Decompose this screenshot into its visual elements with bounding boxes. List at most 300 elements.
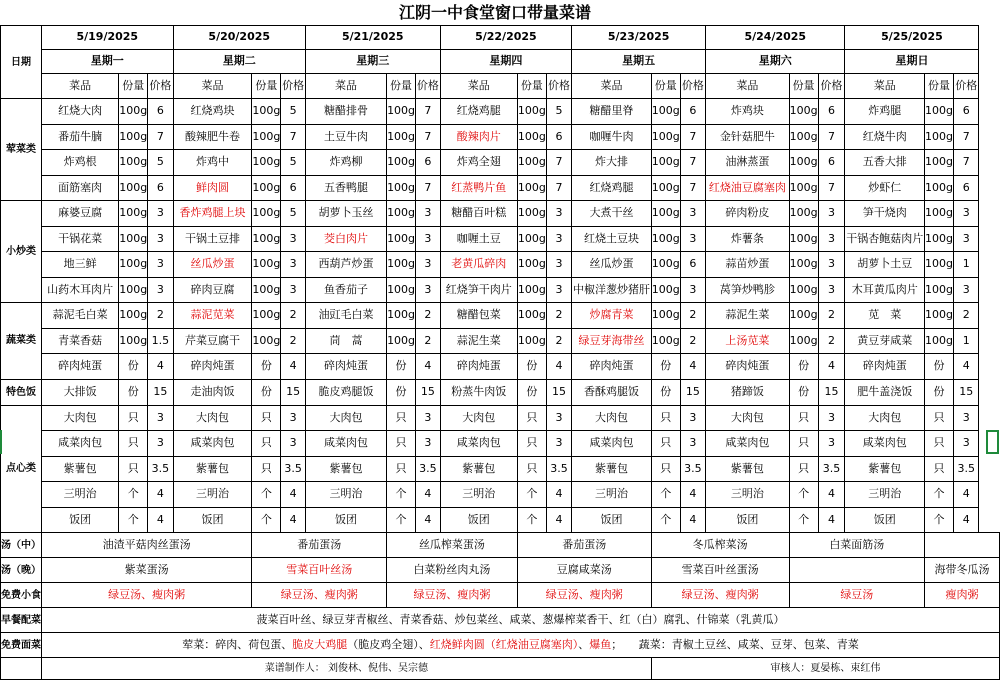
dish-cell[interactable]: 粉蒸牛肉饭 <box>440 379 517 405</box>
qty-cell[interactable]: 只 <box>119 456 148 482</box>
price-cell[interactable]: 3.5 <box>148 456 173 482</box>
price-cell[interactable]: 3 <box>281 252 306 278</box>
dish-cell[interactable]: 面筋塞肉 <box>42 175 119 201</box>
dish-cell[interactable]: 紫薯包 <box>845 456 925 482</box>
dish-cell[interactable]: 红烧鸡腿 <box>572 175 652 201</box>
price-cell[interactable]: 3 <box>954 405 979 431</box>
qty-cell[interactable]: 只 <box>789 456 818 482</box>
price-cell[interactable]: 3 <box>416 201 441 227</box>
dish-cell[interactable]: 青菜香菇 <box>42 328 119 354</box>
dish-cell[interactable]: 糖醋百叶糕 <box>440 201 517 227</box>
dish-cell[interactable]: 炸鸡全翅 <box>440 150 517 176</box>
dish-header[interactable]: 菜品 <box>305 74 386 99</box>
dish-cell[interactable]: 紫薯包 <box>305 456 386 482</box>
dish-cell[interactable]: 大肉包 <box>305 405 386 431</box>
price-cell[interactable]: 7 <box>680 175 705 201</box>
dish-cell[interactable]: 酸辣肉片 <box>440 124 517 150</box>
price-cell[interactable]: 3 <box>416 431 441 457</box>
qty-cell[interactable]: 100g <box>252 150 281 176</box>
category-special[interactable]: 特色饭 <box>1 379 42 405</box>
qty-cell[interactable]: 100g <box>252 277 281 303</box>
price-cell[interactable]: 3 <box>546 277 571 303</box>
dish-cell[interactable]: 干锅土豆排 <box>173 226 252 252</box>
dish-cell[interactable]: 紫薯包 <box>42 456 119 482</box>
dish-cell[interactable]: 香酥鸡腿饭 <box>572 379 652 405</box>
price-cell[interactable]: 6 <box>416 150 441 176</box>
qty-cell[interactable]: 份 <box>119 379 148 405</box>
qty-cell[interactable]: 只 <box>387 456 416 482</box>
dish-cell[interactable]: 大肉包 <box>706 405 790 431</box>
category-stirfry[interactable]: 小炒类 <box>1 201 42 303</box>
dish-cell[interactable]: 大肉包 <box>440 405 517 431</box>
qty-cell[interactable]: 100g <box>789 277 818 303</box>
dish-cell[interactable]: 五香大排 <box>845 150 925 176</box>
qty-cell[interactable]: 100g <box>387 175 416 201</box>
dish-cell[interactable]: 芹菜豆腐干 <box>173 328 252 354</box>
qty-cell[interactable]: 100g <box>517 124 546 150</box>
qty-cell[interactable]: 100g <box>651 328 680 354</box>
qty-cell[interactable]: 100g <box>925 328 954 354</box>
soup-eve-cell[interactable]: 雪菜百叶丝蛋汤 <box>651 558 789 583</box>
dish-cell[interactable]: 碎肉豆腐 <box>173 277 252 303</box>
price-cell[interactable]: 15 <box>546 379 571 405</box>
price-cell[interactable]: 15 <box>818 379 845 405</box>
dish-cell[interactable]: 咸菜肉包 <box>305 431 386 457</box>
price-cell[interactable]: 7 <box>546 150 571 176</box>
qty-cell[interactable]: 100g <box>119 124 148 150</box>
free-snack-cell[interactable]: 绿豆汤、瘦肉粥 <box>252 583 387 608</box>
qty-cell[interactable]: 只 <box>252 431 281 457</box>
soup-eve-cell[interactable]: 海带冬瓜汤 <box>925 558 1000 583</box>
price-cell[interactable]: 7 <box>148 124 173 150</box>
price-cell[interactable]: 4 <box>680 354 705 380</box>
price-cell[interactable]: 5 <box>546 99 571 125</box>
free-snack-cell[interactable]: 绿豆汤、瘦肉粥 <box>387 583 518 608</box>
qty-cell[interactable]: 个 <box>252 482 281 508</box>
price-cell[interactable]: 3 <box>281 405 306 431</box>
dish-cell[interactable]: 咖喱土豆 <box>440 226 517 252</box>
dish-cell[interactable]: 红烧鸡块 <box>173 99 252 125</box>
dish-cell[interactable]: 炒虾仁 <box>845 175 925 201</box>
qty-cell[interactable]: 100g <box>252 328 281 354</box>
price-cell[interactable]: 7 <box>416 175 441 201</box>
price-cell[interactable]: 15 <box>954 379 979 405</box>
qty-cell[interactable]: 份 <box>651 354 680 380</box>
category-free-noodle[interactable]: 免费面菜 <box>1 633 42 658</box>
qty-cell[interactable]: 个 <box>119 482 148 508</box>
date-cell[interactable]: 5/22/2025 <box>440 26 572 50</box>
dish-cell[interactable]: 丝瓜炒蛋 <box>173 252 252 278</box>
dish-cell[interactable]: 油淋蒸蛋 <box>706 150 790 176</box>
date-label[interactable]: 日期 <box>1 26 42 99</box>
price-cell[interactable]: 4 <box>416 482 441 508</box>
dish-cell[interactable]: 碎肉炖蛋 <box>173 354 252 380</box>
price-cell[interactable]: 7 <box>818 124 845 150</box>
qty-cell[interactable]: 100g <box>387 277 416 303</box>
qty-cell[interactable]: 只 <box>387 431 416 457</box>
qty-cell[interactable]: 100g <box>789 328 818 354</box>
dish-cell[interactable]: 大煮干丝 <box>572 201 652 227</box>
price-cell[interactable]: 3 <box>680 201 705 227</box>
qty-cell[interactable]: 100g <box>925 226 954 252</box>
soup-eve-cell[interactable]: 雪菜百叶丝汤 <box>252 558 387 583</box>
price-cell[interactable]: 3 <box>148 226 173 252</box>
dish-cell[interactable]: 三明治 <box>42 482 119 508</box>
dish-cell[interactable]: 紫薯包 <box>572 456 652 482</box>
dish-cell[interactable]: 中椒洋葱炒猪肝 <box>572 277 652 303</box>
qty-cell[interactable]: 100g <box>517 277 546 303</box>
qty-cell[interactable]: 份 <box>119 354 148 380</box>
qty-cell[interactable]: 个 <box>252 507 281 533</box>
dish-cell[interactable]: 老黄瓜碎肉 <box>440 252 517 278</box>
qty-cell[interactable]: 100g <box>925 150 954 176</box>
free-snack-cell[interactable]: 绿豆汤、瘦肉粥 <box>517 583 651 608</box>
price-cell[interactable]: 4 <box>954 507 979 533</box>
dish-cell[interactable]: 紫薯包 <box>706 456 790 482</box>
dish-cell[interactable]: 饭团 <box>305 507 386 533</box>
qty-cell[interactable]: 100g <box>651 226 680 252</box>
dish-cell[interactable]: 炸大排 <box>572 150 652 176</box>
price-cell[interactable]: 3 <box>416 405 441 431</box>
qty-cell[interactable]: 只 <box>925 431 954 457</box>
price-cell[interactable]: 6 <box>680 252 705 278</box>
price-cell[interactable]: 3.5 <box>546 456 571 482</box>
qty-cell[interactable]: 个 <box>387 482 416 508</box>
price-cell[interactable]: 3 <box>954 226 979 252</box>
dish-cell[interactable]: 饭团 <box>173 507 252 533</box>
price-cell[interactable]: 3 <box>416 226 441 252</box>
qty-cell[interactable]: 100g <box>517 150 546 176</box>
qty-cell[interactable]: 100g <box>925 124 954 150</box>
qty-cell[interactable]: 100g <box>387 201 416 227</box>
qty-cell[interactable]: 个 <box>789 507 818 533</box>
qty-header[interactable]: 份量 <box>387 74 416 99</box>
dish-cell[interactable]: 胡萝卜土豆 <box>845 252 925 278</box>
category-breakfast[interactable]: 早餐配菜 <box>1 608 42 633</box>
qty-cell[interactable]: 个 <box>651 507 680 533</box>
dish-cell[interactable]: 咸菜肉包 <box>42 431 119 457</box>
price-cell[interactable]: 3 <box>818 226 845 252</box>
dish-cell[interactable]: 碎肉炖蛋 <box>572 354 652 380</box>
price-cell[interactable]: 4 <box>680 507 705 533</box>
dish-cell[interactable]: 大肉包 <box>845 405 925 431</box>
price-cell[interactable]: 1 <box>954 328 979 354</box>
qty-cell[interactable]: 100g <box>925 277 954 303</box>
price-cell[interactable]: 5 <box>281 201 306 227</box>
price-cell[interactable]: 4 <box>281 354 306 380</box>
qty-cell[interactable]: 100g <box>651 99 680 125</box>
price-cell[interactable]: 3 <box>680 405 705 431</box>
price-cell[interactable]: 2 <box>546 328 571 354</box>
qty-cell[interactable]: 100g <box>789 303 818 329</box>
qty-cell[interactable]: 100g <box>387 303 416 329</box>
qty-cell[interactable]: 100g <box>387 150 416 176</box>
dish-cell[interactable]: 炸鸡块 <box>706 99 790 125</box>
qty-cell[interactable]: 100g <box>925 99 954 125</box>
price-cell[interactable]: 3 <box>954 201 979 227</box>
price-cell[interactable]: 7 <box>680 124 705 150</box>
dish-header[interactable]: 菜品 <box>173 74 252 99</box>
price-cell[interactable]: 3 <box>546 201 571 227</box>
qty-cell[interactable]: 100g <box>387 99 416 125</box>
date-cell[interactable]: 5/20/2025 <box>173 26 305 50</box>
qty-header[interactable]: 份量 <box>925 74 954 99</box>
qty-cell[interactable]: 只 <box>517 431 546 457</box>
dish-cell[interactable]: 丝瓜炒蛋 <box>572 252 652 278</box>
qty-header[interactable]: 份量 <box>119 74 148 99</box>
dish-cell[interactable]: 三明治 <box>173 482 252 508</box>
dish-cell[interactable]: 上汤苋菜 <box>706 328 790 354</box>
qty-cell[interactable]: 100g <box>119 226 148 252</box>
dish-cell[interactable]: 炒腐青菜 <box>572 303 652 329</box>
qty-cell[interactable]: 100g <box>252 99 281 125</box>
qty-cell[interactable]: 100g <box>925 252 954 278</box>
qty-cell[interactable]: 100g <box>252 201 281 227</box>
dish-cell[interactable]: 红烧牛肉 <box>845 124 925 150</box>
price-cell[interactable]: 3 <box>680 226 705 252</box>
price-cell[interactable]: 6 <box>281 175 306 201</box>
qty-cell[interactable]: 个 <box>789 482 818 508</box>
category-snack[interactable]: 点心类 <box>1 405 42 533</box>
dish-cell[interactable]: 红烧笋干肉片 <box>440 277 517 303</box>
date-cell[interactable]: 5/23/2025 <box>572 26 706 50</box>
qty-cell[interactable]: 100g <box>651 150 680 176</box>
dish-cell[interactable]: 饭团 <box>706 507 790 533</box>
dish-cell[interactable]: 酸辣肥牛卷 <box>173 124 252 150</box>
qty-cell[interactable]: 100g <box>789 124 818 150</box>
weekday-cell[interactable]: 星期二 <box>173 50 305 74</box>
category-meat[interactable]: 荤菜类 <box>1 99 42 201</box>
qty-cell[interactable]: 个 <box>925 507 954 533</box>
dish-cell[interactable]: 碎肉炖蛋 <box>706 354 790 380</box>
price-cell[interactable]: 5 <box>281 150 306 176</box>
price-cell[interactable]: 3.5 <box>818 456 845 482</box>
date-cell[interactable]: 5/19/2025 <box>42 26 174 50</box>
footer-empty-cell[interactable] <box>1 658 42 680</box>
free-snack-cell[interactable]: 绿豆汤、瘦肉粥 <box>651 583 789 608</box>
dish-header[interactable]: 菜品 <box>440 74 517 99</box>
dish-cell[interactable]: 胡萝卜玉丝 <box>305 201 386 227</box>
qty-cell[interactable]: 100g <box>651 277 680 303</box>
price-cell[interactable]: 15 <box>281 379 306 405</box>
price-header[interactable]: 价格 <box>680 74 705 99</box>
dish-cell[interactable]: 茭白肉片 <box>305 226 386 252</box>
price-cell[interactable]: 3 <box>416 252 441 278</box>
qty-cell[interactable]: 100g <box>252 252 281 278</box>
qty-cell[interactable]: 100g <box>387 226 416 252</box>
price-cell[interactable]: 4 <box>416 507 441 533</box>
dish-cell[interactable]: 三明治 <box>440 482 517 508</box>
price-cell[interactable]: 3.5 <box>680 456 705 482</box>
price-cell[interactable]: 2 <box>546 303 571 329</box>
qty-cell[interactable]: 100g <box>252 303 281 329</box>
qty-cell[interactable]: 100g <box>387 328 416 354</box>
qty-cell[interactable]: 100g <box>651 303 680 329</box>
dish-cell[interactable]: 红烧鸡腿 <box>440 99 517 125</box>
qty-cell[interactable]: 只 <box>252 456 281 482</box>
price-cell[interactable]: 7 <box>954 150 979 176</box>
qty-cell[interactable]: 100g <box>925 303 954 329</box>
qty-cell[interactable]: 100g <box>119 175 148 201</box>
price-cell[interactable]: 2 <box>416 328 441 354</box>
dish-header[interactable]: 菜品 <box>706 74 790 99</box>
qty-cell[interactable]: 个 <box>517 507 546 533</box>
price-cell[interactable]: 3 <box>546 226 571 252</box>
qty-cell[interactable]: 份 <box>517 379 546 405</box>
soup-eve-cell[interactable]: 豆腐咸菜汤 <box>517 558 651 583</box>
qty-cell[interactable]: 100g <box>119 303 148 329</box>
price-cell[interactable]: 4 <box>818 507 845 533</box>
weekday-cell[interactable]: 星期三 <box>305 50 440 74</box>
qty-cell[interactable]: 100g <box>789 252 818 278</box>
soup-eve-cell[interactable]: 紫菜蛋汤 <box>42 558 252 583</box>
price-cell[interactable]: 2 <box>818 328 845 354</box>
qty-cell[interactable]: 只 <box>789 431 818 457</box>
price-cell[interactable]: 2 <box>818 303 845 329</box>
dish-cell[interactable]: 苋 菜 <box>845 303 925 329</box>
price-cell[interactable]: 3 <box>680 431 705 457</box>
dish-cell[interactable]: 麻婆豆腐 <box>42 201 119 227</box>
dish-cell[interactable]: 茼 蒿 <box>305 328 386 354</box>
price-cell[interactable]: 2 <box>148 303 173 329</box>
price-cell[interactable]: 4 <box>148 482 173 508</box>
qty-cell[interactable]: 100g <box>517 328 546 354</box>
qty-cell[interactable]: 份 <box>789 379 818 405</box>
free-snack-cell[interactable]: 绿豆汤 <box>789 583 924 608</box>
price-cell[interactable]: 6 <box>954 175 979 201</box>
dish-cell[interactable]: 脆皮鸡腿饭 <box>305 379 386 405</box>
price-cell[interactable]: 3 <box>546 252 571 278</box>
price-cell[interactable]: 3 <box>148 277 173 303</box>
price-cell[interactable]: 3 <box>680 277 705 303</box>
price-cell[interactable]: 3 <box>818 405 845 431</box>
price-cell[interactable]: 2 <box>680 303 705 329</box>
dish-header[interactable]: 菜品 <box>42 74 119 99</box>
qty-cell[interactable]: 100g <box>517 99 546 125</box>
footer-reviewers[interactable]: 审核人：夏晏栋、束红伟 <box>651 658 999 680</box>
qty-cell[interactable]: 份 <box>252 379 281 405</box>
dish-cell[interactable]: 五香鸭腿 <box>305 175 386 201</box>
price-cell[interactable]: 7 <box>416 124 441 150</box>
qty-header[interactable]: 份量 <box>252 74 281 99</box>
qty-cell[interactable]: 100g <box>789 99 818 125</box>
dish-cell[interactable]: 红烧土豆块 <box>572 226 652 252</box>
dish-cell[interactable]: 干锅杏鲍菇肉片 <box>845 226 925 252</box>
dish-cell[interactable]: 碎肉粉皮 <box>706 201 790 227</box>
qty-cell[interactable]: 100g <box>119 201 148 227</box>
soup-noon-cell[interactable] <box>925 533 1000 558</box>
free-snack-cell[interactable]: 绿豆汤、瘦肉粥 <box>42 583 252 608</box>
qty-cell[interactable]: 100g <box>252 226 281 252</box>
dish-cell[interactable]: 绿豆芽海带丝 <box>572 328 652 354</box>
dish-cell[interactable]: 大肉包 <box>173 405 252 431</box>
price-cell[interactable]: 3 <box>281 277 306 303</box>
qty-cell[interactable]: 份 <box>252 354 281 380</box>
price-cell[interactable]: 3 <box>148 405 173 431</box>
qty-cell[interactable]: 100g <box>651 124 680 150</box>
qty-cell[interactable]: 个 <box>387 507 416 533</box>
qty-cell[interactable]: 份 <box>387 379 416 405</box>
qty-cell[interactable]: 个 <box>119 507 148 533</box>
qty-cell[interactable]: 100g <box>517 201 546 227</box>
price-cell[interactable]: 2 <box>680 328 705 354</box>
dish-cell[interactable]: 咸菜肉包 <box>440 431 517 457</box>
dish-cell[interactable]: 笋干烧肉 <box>845 201 925 227</box>
qty-cell[interactable]: 只 <box>387 405 416 431</box>
soup-noon-cell[interactable]: 番茄蛋汤 <box>517 533 651 558</box>
soup-eve-cell[interactable]: 白菜粉丝肉丸汤 <box>387 558 518 583</box>
dish-cell[interactable]: 干锅花菜 <box>42 226 119 252</box>
price-cell[interactable]: 7 <box>546 175 571 201</box>
qty-cell[interactable]: 100g <box>925 201 954 227</box>
dish-cell[interactable]: 肥牛盖浇饭 <box>845 379 925 405</box>
free-snack-cell[interactable]: 瘦肉粥 <box>925 583 1000 608</box>
price-cell[interactable]: 3 <box>148 252 173 278</box>
qty-cell[interactable]: 只 <box>119 405 148 431</box>
dish-cell[interactable]: 大肉包 <box>572 405 652 431</box>
price-cell[interactable]: 4 <box>148 507 173 533</box>
dish-cell[interactable]: 炸鸡柳 <box>305 150 386 176</box>
dish-cell[interactable]: 鱼香茄子 <box>305 277 386 303</box>
dish-cell[interactable]: 番茄牛腩 <box>42 124 119 150</box>
dish-cell[interactable]: 香炸鸡腿上块 <box>173 201 252 227</box>
price-cell[interactable]: 3 <box>546 431 571 457</box>
qty-cell[interactable]: 100g <box>119 99 148 125</box>
qty-cell[interactable]: 100g <box>517 226 546 252</box>
dish-cell[interactable]: 三明治 <box>706 482 790 508</box>
footer-makers[interactable]: 菜谱制作人： 刘俊林、倪伟、吴宗德 <box>42 658 652 680</box>
qty-cell[interactable]: 100g <box>789 150 818 176</box>
price-header[interactable]: 价格 <box>546 74 571 99</box>
price-cell[interactable]: 4 <box>148 354 173 380</box>
dish-cell[interactable]: 大排饭 <box>42 379 119 405</box>
qty-header[interactable]: 份量 <box>651 74 680 99</box>
dish-cell[interactable]: 碎肉炖蛋 <box>440 354 517 380</box>
price-cell[interactable]: 6 <box>818 150 845 176</box>
price-cell[interactable]: 4 <box>818 482 845 508</box>
dish-cell[interactable]: 糖醋包菜 <box>440 303 517 329</box>
price-cell[interactable]: 3.5 <box>416 456 441 482</box>
selected-cell[interactable] <box>986 430 999 454</box>
dish-cell[interactable]: 走油肉饭 <box>173 379 252 405</box>
price-cell[interactable]: 1.5 <box>148 328 173 354</box>
price-cell[interactable]: 7 <box>818 175 845 201</box>
dish-cell[interactable]: 饭团 <box>42 507 119 533</box>
price-cell[interactable]: 5 <box>281 99 306 125</box>
qty-cell[interactable]: 只 <box>517 456 546 482</box>
price-cell[interactable]: 15 <box>416 379 441 405</box>
dish-cell[interactable]: 黄豆芽咸菜 <box>845 328 925 354</box>
dish-cell[interactable]: 咸菜肉包 <box>845 431 925 457</box>
price-cell[interactable]: 4 <box>818 354 845 380</box>
price-cell[interactable]: 15 <box>680 379 705 405</box>
price-cell[interactable]: 3.5 <box>954 456 979 482</box>
dish-cell[interactable]: 饭团 <box>845 507 925 533</box>
price-cell[interactable]: 4 <box>954 354 979 380</box>
weekday-cell[interactable]: 星期五 <box>572 50 706 74</box>
dish-cell[interactable]: 红烧大肉 <box>42 99 119 125</box>
price-cell[interactable]: 4 <box>954 482 979 508</box>
soup-noon-cell[interactable]: 番茄蛋汤 <box>252 533 387 558</box>
price-cell[interactable]: 7 <box>680 150 705 176</box>
price-cell[interactable]: 3 <box>416 277 441 303</box>
price-cell[interactable]: 3 <box>818 252 845 278</box>
price-cell[interactable]: 4 <box>680 482 705 508</box>
qty-cell[interactable]: 100g <box>119 328 148 354</box>
dish-cell[interactable]: 三明治 <box>572 482 652 508</box>
qty-cell[interactable]: 份 <box>789 354 818 380</box>
weekday-cell[interactable]: 星期日 <box>845 50 979 74</box>
